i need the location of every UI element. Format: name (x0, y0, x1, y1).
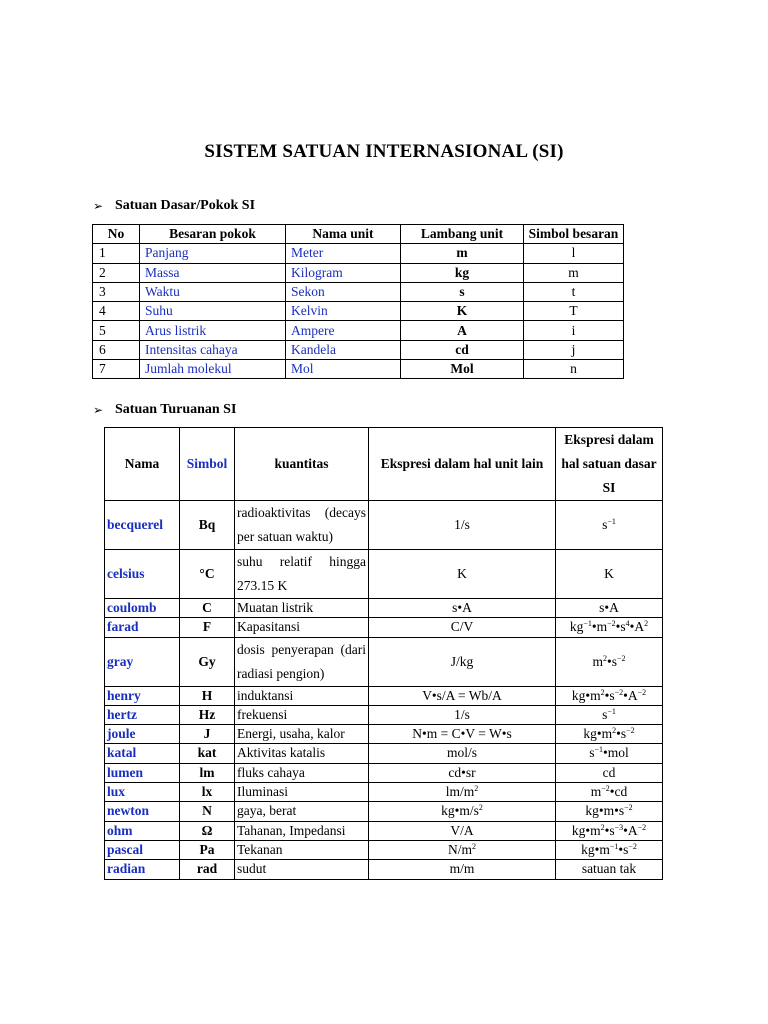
cell-besaran-pokok: Waktu (140, 282, 286, 301)
arrow-bullet-icon: ➢ (93, 198, 104, 213)
header-ekspresi-unit-lain: Ekspresi dalam hal unit lain (369, 428, 556, 501)
cell-simbol: kat (180, 744, 235, 763)
cell-lambang-unit: s (401, 282, 524, 301)
cell-nama: lumen (105, 763, 180, 782)
cell-no: 2 (93, 263, 140, 282)
table-row (93, 282, 624, 301)
base-units-table (92, 224, 624, 379)
cell-nama: becquerel (105, 501, 180, 550)
derived-units-table (104, 427, 663, 880)
cell-lambang-unit: m (401, 244, 524, 263)
cell-ekspresi-satuan-dasar: $kg•m^2•s^{-3}•A^{-2}$ (556, 821, 663, 840)
cell-nama: pascal (105, 840, 180, 859)
cell-nama: celsius (105, 550, 180, 599)
cell-simbol: Pa (180, 840, 235, 859)
cell-ekspresi-satuan-dasar: s•A (556, 599, 663, 618)
cell-nama: henry (105, 686, 180, 705)
cell-besaran-pokok: Massa (140, 263, 286, 282)
cell-kuantitas: Tahanan, Impedansi (235, 821, 369, 840)
cell-simbol: J (180, 725, 235, 744)
cell-simbol: H (180, 686, 235, 705)
cell-nama: gray (105, 637, 180, 686)
table-row (105, 705, 663, 724)
arrow-bullet-icon: ➢ (93, 402, 104, 417)
cell-ekspresi-satuan-dasar: $m^{-2}•cd$ (556, 783, 663, 802)
cell-no: 5 (93, 321, 140, 340)
cell-lambang-unit: K (401, 302, 524, 321)
cell-simbol-besaran: j (524, 340, 624, 359)
table-row (105, 860, 663, 879)
cell-ekspresi-unit-lain: V/A (369, 821, 556, 840)
cell-nama: radian (105, 860, 180, 879)
cell-simbol-besaran: t (524, 282, 624, 301)
cell-lambang-unit: A (401, 321, 524, 340)
cell-no: 1 (93, 244, 140, 263)
cell-nama: ohm (105, 821, 180, 840)
table-row (105, 501, 663, 550)
cell-ekspresi-satuan-dasar: $kg•m^{-1}•s^{-2}$ (556, 840, 663, 859)
header-simbol: Simbol (180, 428, 235, 501)
cell-ekspresi-unit-lain: K (369, 550, 556, 599)
cell-simbol: C (180, 599, 235, 618)
cell-simbol-besaran: l (524, 244, 624, 263)
cell-no: 4 (93, 302, 140, 321)
cell-besaran-pokok: Panjang (140, 244, 286, 263)
cell-nama-unit: Kandela (286, 340, 401, 359)
table-row (93, 321, 624, 340)
cell-nama: farad (105, 618, 180, 637)
cell-ekspresi-unit-lain: C/V (369, 618, 556, 637)
cell-ekspresi-unit-lain: cd•sr (369, 763, 556, 782)
table-row (105, 840, 663, 859)
cell-nama-unit: Kelvin (286, 302, 401, 321)
section-heading-satuan-turunan (93, 402, 236, 418)
cell-nama: katal (105, 744, 180, 763)
table-row (105, 763, 663, 782)
section-label: Satuan Turuanan SI (115, 402, 237, 417)
table-header-row (93, 225, 624, 244)
cell-kuantitas: Iluminasi (235, 783, 369, 802)
cell-ekspresi-satuan-dasar: $s^{-1}•mol$ (556, 744, 663, 763)
cell-lambang-unit: Mol (401, 360, 524, 379)
cell-simbol: Hz (180, 705, 235, 724)
cell-kuantitas: gaya, berat (235, 802, 369, 821)
cell-ekspresi-unit-lain: $kg•m/s^2$ (369, 802, 556, 821)
table-row (105, 599, 663, 618)
header-nama: Nama (105, 428, 180, 501)
table-row (93, 302, 624, 321)
table-row (105, 783, 663, 802)
table-row (93, 244, 624, 263)
cell-besaran-pokok: Intensitas cahaya (140, 340, 286, 359)
cell-nama-unit: Mol (286, 360, 401, 379)
cell-ekspresi-satuan-dasar: $s^{-1}$ (556, 501, 663, 550)
table-header-row (105, 428, 663, 501)
cell-nama: hertz (105, 705, 180, 724)
table-row (105, 637, 663, 686)
table-row (93, 360, 624, 379)
cell-nama: lux (105, 783, 180, 802)
header-kuantitas: kuantitas (235, 428, 369, 501)
cell-simbol-besaran: n (524, 360, 624, 379)
cell-ekspresi-satuan-dasar: $kg•m•s^{-2}$ (556, 802, 663, 821)
table-row (105, 802, 663, 821)
cell-nama-unit: Sekon (286, 282, 401, 301)
cell-kuantitas: Aktivitas katalis (235, 744, 369, 763)
cell-ekspresi-unit-lain: mol/s (369, 744, 556, 763)
cell-ekspresi-satuan-dasar: $s^{-1}$ (556, 705, 663, 724)
cell-ekspresi-satuan-dasar: $kg^{-1}•m^{-2}•s^4•A^2$ (556, 618, 663, 637)
cell-simbol: Bq (180, 501, 235, 550)
table-row (105, 686, 663, 705)
cell-kuantitas: sudut (235, 860, 369, 879)
cell-ekspresi-unit-lain: $N/m^2$ (369, 840, 556, 859)
cell-simbol: rad (180, 860, 235, 879)
cell-nama: joule (105, 725, 180, 744)
cell-ekspresi-satuan-dasar: K (556, 550, 663, 599)
header-nama-unit: Nama unit (286, 225, 401, 244)
table-row (105, 821, 663, 840)
cell-simbol: Ω (180, 821, 235, 840)
cell-simbol: lx (180, 783, 235, 802)
cell-lambang-unit: kg (401, 263, 524, 282)
header-lambang-unit: Lambang unit (401, 225, 524, 244)
cell-kuantitas: induktansi (235, 686, 369, 705)
section-heading-satuan-dasar (93, 198, 255, 214)
header-besaran-pokok: Besaran pokok (140, 225, 286, 244)
cell-kuantitas: Muatan listrik (235, 599, 369, 618)
cell-no: 6 (93, 340, 140, 359)
cell-simbol-besaran: m (524, 263, 624, 282)
cell-ekspresi-unit-lain: $lm/m^2$ (369, 783, 556, 802)
cell-kuantitas: fluks cahaya (235, 763, 369, 782)
table-row (93, 340, 624, 359)
table-row (105, 550, 663, 599)
cell-ekspresi-unit-lain: J/kg (369, 637, 556, 686)
cell-ekspresi-satuan-dasar: $m^2•s^{-2}$ (556, 637, 663, 686)
cell-ekspresi-unit-lain: 1/s (369, 501, 556, 550)
cell-kuantitas: frekuensi (235, 705, 369, 724)
cell-ekspresi-satuan-dasar: $kg•m^2•s^{-2}•A^{-2}$ (556, 686, 663, 705)
cell-ekspresi-unit-lain: m/m (369, 860, 556, 879)
cell-simbol: lm (180, 763, 235, 782)
cell-simbol-besaran: T (524, 302, 624, 321)
cell-ekspresi-satuan-dasar: cd (556, 763, 663, 782)
table-row (105, 725, 663, 744)
cell-no: 7 (93, 360, 140, 379)
cell-ekspresi-satuan-dasar: $kg•m^2•s^{-2}$ (556, 725, 663, 744)
header-no: No (93, 225, 140, 244)
cell-ekspresi-unit-lain: N•m = C•V = W•s (369, 725, 556, 744)
cell-simbol: F (180, 618, 235, 637)
cell-no: 3 (93, 282, 140, 301)
cell-simbol: Gy (180, 637, 235, 686)
cell-kuantitas: Kapasitansi (235, 618, 369, 637)
page-title: SISTEM SATUAN INTERNASIONAL (SI) (204, 141, 564, 162)
table-row (93, 263, 624, 282)
cell-simbol: °C (180, 550, 235, 599)
cell-kuantitas: radioaktivitas (decays per satuan waktu) (235, 501, 369, 550)
cell-nama-unit: Kilogram (286, 263, 401, 282)
cell-ekspresi-satuan-dasar: satuan tak (556, 860, 663, 879)
cell-ekspresi-unit-lain: 1/s (369, 705, 556, 724)
header-simbol-besaran: Simbol besaran (524, 225, 624, 244)
cell-ekspresi-unit-lain: s•A (369, 599, 556, 618)
table-row (105, 618, 663, 637)
cell-simbol-besaran: i (524, 321, 624, 340)
table-row (105, 744, 663, 763)
cell-simbol: N (180, 802, 235, 821)
cell-lambang-unit: cd (401, 340, 524, 359)
cell-besaran-pokok: Jumlah molekul (140, 360, 286, 379)
cell-besaran-pokok: Arus listrik (140, 321, 286, 340)
cell-kuantitas: Tekanan (235, 840, 369, 859)
cell-kuantitas: dosis penyerapan (dari radiasi pengion) (235, 637, 369, 686)
cell-nama: newton (105, 802, 180, 821)
header-ekspresi-satuan-dasar: Ekspresi dalam hal satuan dasar SI (556, 428, 663, 501)
section-label: Satuan Dasar/Pokok SI (115, 198, 256, 213)
cell-nama: coulomb (105, 599, 180, 618)
cell-ekspresi-unit-lain: V•s/A = Wb/A (369, 686, 556, 705)
cell-besaran-pokok: Suhu (140, 302, 286, 321)
cell-nama-unit: Meter (286, 244, 401, 263)
cell-kuantitas: Energi, usaha, kalor (235, 725, 369, 744)
cell-kuantitas: suhu relatif hingga 273.15 K (235, 550, 369, 599)
cell-nama-unit: Ampere (286, 321, 401, 340)
